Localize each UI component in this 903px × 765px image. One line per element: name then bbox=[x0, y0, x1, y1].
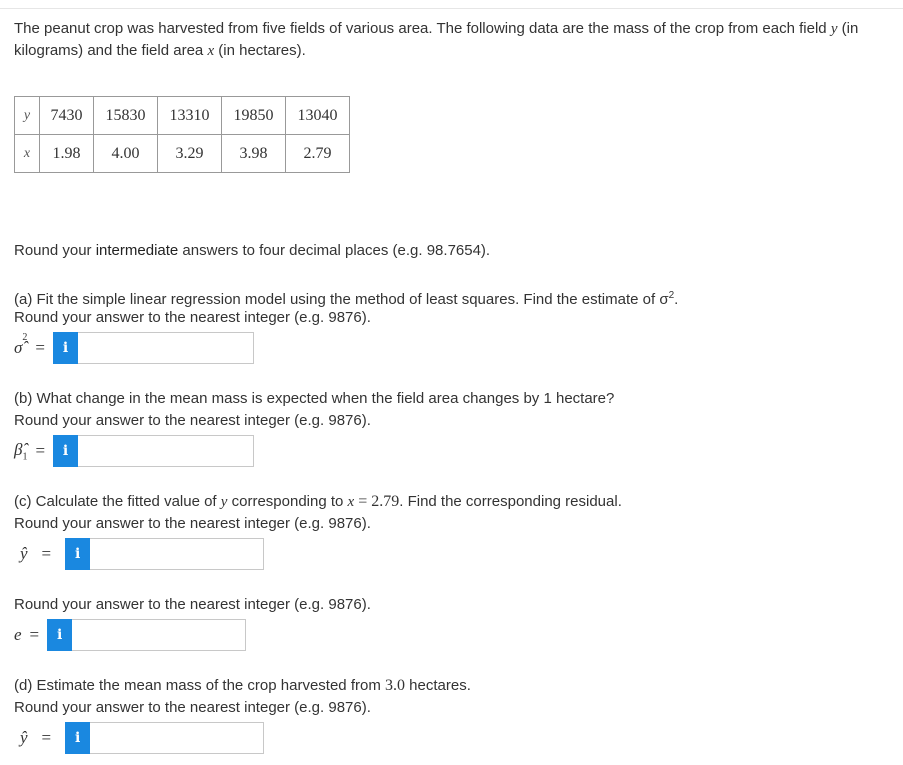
part-d-rounding: Round your answer to the nearest integer (e.g. 9876). bbox=[14, 699, 371, 716]
part-c-rounding-2: Round your answer to the nearest integer (e.g. 9876). bbox=[14, 596, 371, 613]
x-value-4: 3.98 bbox=[222, 135, 286, 173]
info-icon[interactable]: i bbox=[53, 332, 78, 364]
y-hat-symbol: ŷ bbox=[20, 728, 28, 747]
info-icon[interactable]: i bbox=[53, 435, 78, 467]
equals-sign: = bbox=[41, 728, 52, 747]
info-icon[interactable]: i bbox=[65, 538, 90, 570]
part-d-yhat-row bbox=[14, 722, 264, 754]
part-a-question: (a) Fit the simple linear regression model using the method of least squares. Find the estimate of $\sigma^2$. bbox=[14, 290, 679, 308]
info-icon[interactable]: i bbox=[65, 722, 90, 754]
part-c-question: (c) Calculate the fitted value of y corresponding to x = 2.79. Find the corresponding residual. bbox=[14, 493, 622, 510]
equals-sign: = bbox=[41, 544, 52, 563]
table-row-x bbox=[15, 135, 350, 173]
y-value-2: 15830 bbox=[94, 97, 158, 135]
y-value-1: 7430 bbox=[40, 97, 94, 135]
mean-mass-input[interactable] bbox=[90, 722, 264, 754]
part-b-question: (b) What change in the mean mass is expected when the field area changes by 1 hectare? bbox=[14, 390, 615, 407]
y-hat-symbol: ŷ bbox=[20, 544, 28, 563]
top-divider bbox=[0, 8, 903, 9]
equals-sign: = bbox=[35, 338, 45, 357]
sigma-hat-symbol: σ̂$^2$ bbox=[14, 332, 28, 357]
data-table bbox=[14, 96, 350, 173]
residual-symbol: e bbox=[14, 625, 22, 644]
equals-sign: = bbox=[29, 625, 40, 644]
x-value-1: 1.98 bbox=[40, 135, 94, 173]
rounding-note: Round your intermediate answers to four decimal places (e.g. 98.7654). bbox=[14, 242, 491, 259]
y-hat-input[interactable] bbox=[90, 538, 264, 570]
y-value-3: 13310 bbox=[158, 97, 222, 135]
y-value-4: 19850 bbox=[222, 97, 286, 135]
intro-line-1: The peanut crop was harvested from five fields of various area. The following data are the mass of the crop from each field y (in bbox=[14, 20, 859, 37]
table-row-y bbox=[15, 97, 350, 135]
y-value-5: 13040 bbox=[286, 97, 350, 135]
part-c-rounding: Round your answer to the nearest integer (e.g. 9876). bbox=[14, 515, 371, 532]
residual-input[interactable] bbox=[72, 619, 246, 651]
part-a-answer-row bbox=[14, 332, 254, 364]
x-value-2: 4.00 bbox=[94, 135, 158, 173]
part-b-answer-row bbox=[14, 435, 254, 467]
part-b-rounding: Round your answer to the nearest integer (e.g. 9876). bbox=[14, 412, 371, 429]
part-c-yhat-row bbox=[14, 538, 264, 570]
x-value-3: 3.29 bbox=[158, 135, 222, 173]
x-header: x bbox=[15, 135, 40, 173]
y-header: y bbox=[15, 97, 40, 135]
part-c-residual-row bbox=[14, 619, 246, 651]
beta-hat-symbol: $\betâ_1$ bbox=[14, 439, 28, 463]
info-icon[interactable]: i bbox=[47, 619, 72, 651]
equals-sign: = bbox=[35, 441, 46, 460]
beta1-input[interactable] bbox=[78, 435, 254, 467]
part-d-question: (d) Estimate the mean mass of the crop harvested from 3.0 hectares. bbox=[14, 677, 471, 694]
sigma-squared-input[interactable] bbox=[78, 332, 254, 364]
part-a-rounding: Round your answer to the nearest integer (e.g. 9876). bbox=[14, 309, 371, 326]
intro-line-2: kilograms) and the field area x (in hectares). bbox=[14, 42, 306, 59]
x-value-5: 2.79 bbox=[286, 135, 350, 173]
